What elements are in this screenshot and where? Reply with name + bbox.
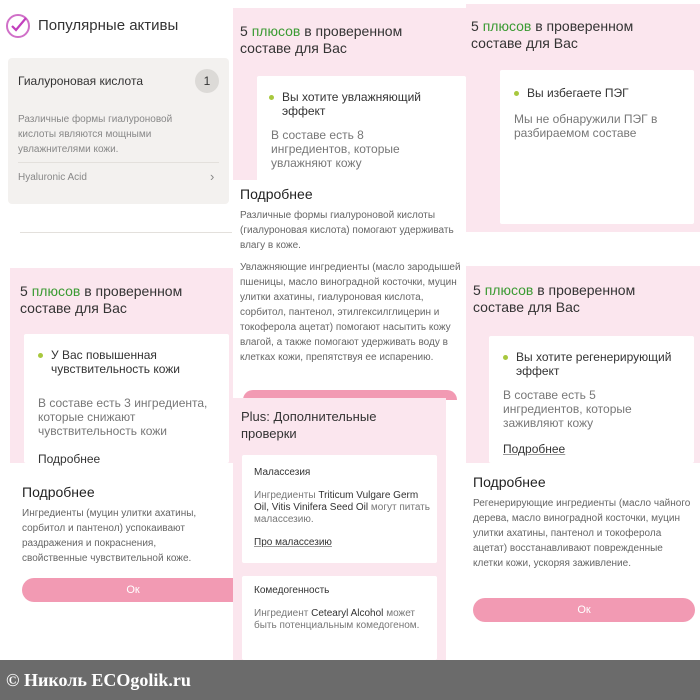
benefit-bullet [38, 348, 218, 376]
active-description: Различные формы гиалуроновой кислоты являются мощными увлажнителями кожи. [18, 114, 173, 155]
more-title: Подробнее [22, 484, 95, 500]
more-text: Ингредиенты (муцин улитки ахатины, сорбитол и пантенол) успокаивают раздражения и покраснения, свойственные чувствительной коже. [22, 508, 197, 564]
count-badge: 1 [195, 69, 219, 93]
active-item-name[interactable]: Гиалуроновая кислота [18, 74, 143, 88]
benefit-card [257, 76, 466, 186]
check-icon [6, 14, 30, 38]
bullet-dot [503, 355, 508, 360]
card-title: Малассезия [254, 467, 311, 478]
popular-title: Популярные активы [38, 17, 179, 34]
benefit-label: Вы избегаете ПЭГ [527, 86, 629, 100]
more-text: Регенерирующие ингредиенты (масло чайного дерева, масло виноградной косточки, муцин улитки ахатины, пантенол и токоферола ацетат) восстанавливают поврежденные клетки кожи, ускоряя заживление. [473, 498, 691, 569]
header-text: 5 плюсов в проверенном составе для Вас [471, 18, 634, 51]
bullet-dot [38, 353, 43, 358]
more-title: Подробнее [240, 186, 313, 202]
panel-sensitivity [0, 260, 233, 615]
watermark-text: © Николь ECOgolik.ru [6, 670, 191, 690]
benefit-card [24, 334, 229, 466]
header-text: 5 плюсов в проверенном составе для Вас [473, 282, 636, 315]
benefit-bullet [269, 90, 454, 118]
bullet-dot [269, 95, 274, 100]
ingredient-link[interactable]: Hyaluronic Acid [18, 172, 87, 183]
plus-title: Plus: Дополнительные проверки [241, 409, 377, 441]
ok-button[interactable]: Ок [473, 598, 695, 622]
panel-regenerating [466, 260, 700, 630]
card-text: Ингредиенты Triticum Vulgare Germ Oil, Vitis Vinifera Seed Oil могут питать малассезию. [254, 490, 430, 525]
actives-card [8, 58, 229, 204]
card-text: Ингредиент Cetearyl Alcohol может быть потенциальным комедогеном. [254, 608, 420, 631]
divider-bottom [20, 232, 232, 233]
malassezia-card [242, 455, 437, 563]
comedogenic-card [242, 576, 437, 660]
panel-header [10, 268, 233, 466]
benefit-card [489, 336, 694, 463]
chevron-right-icon[interactable]: › [210, 169, 215, 184]
more-title: Подробнее [473, 474, 546, 490]
ok-button[interactable]: Ок [22, 578, 233, 602]
panel-popular-actives [0, 0, 233, 260]
benefit-label: Вы хотите увлажняющий эффект [282, 90, 422, 118]
panel-plus-checks [233, 398, 446, 660]
bullet-dot [514, 91, 519, 96]
benefit-card [500, 70, 694, 224]
sheet [466, 464, 700, 630]
benefit-label: У Вас повышенная чувствительность кожи [51, 348, 180, 376]
benefit-bullet [514, 86, 684, 100]
benefit-info: В составе есть 8 ингредиентов, которые увлажняют кожу [271, 128, 400, 170]
panel-header [466, 266, 700, 463]
more-paragraph-1: Различные формы гиалуроновой кислоты (гиалуроновая кислота) помогают удерживать влагу в коже. [240, 210, 454, 251]
benefit-label: Вы хотите регенерирующий эффект [516, 350, 672, 378]
header-text: 5 плюсов в проверенном составе для Вас [20, 283, 183, 316]
card-link[interactable]: Про малассезию [254, 537, 332, 548]
more-paragraph-2: Увлажняющие ингредиенты (масло зародышей пшеницы, масло виноградной косточки, муцин улитки ахатины, гиалуроновая кислота, сорбитол, пантенол, этилгексилглицерин и токоферола ацетат) помогают насытить кожу влагой, а также помогают удерживать воду в клетках кожи, препятствуя ее испарению. [240, 262, 461, 363]
panel-header [466, 4, 700, 232]
benefit-info: В составе есть 3 ингредиента, которые снижают чувствительность кожи [38, 396, 208, 438]
panel-peg [466, 0, 700, 232]
card-title: Комедогенность [254, 585, 330, 596]
panel-moisturizing [233, 0, 466, 400]
sheet [0, 466, 233, 615]
benefit-bullet [503, 350, 683, 378]
watermark-bar [0, 660, 700, 700]
more-link[interactable]: Подробнее [38, 452, 101, 466]
panel-header [233, 8, 466, 180]
divider [18, 162, 219, 163]
more-link[interactable]: Подробнее [503, 442, 566, 456]
benefit-info: В составе есть 5 ингредиентов, которые заживляют кожу [503, 388, 632, 430]
benefit-info: Мы не обнаружили ПЭГ в разбираемом составе [514, 112, 658, 140]
header-text: 5 плюсов в проверенном составе для Вас [240, 23, 403, 56]
